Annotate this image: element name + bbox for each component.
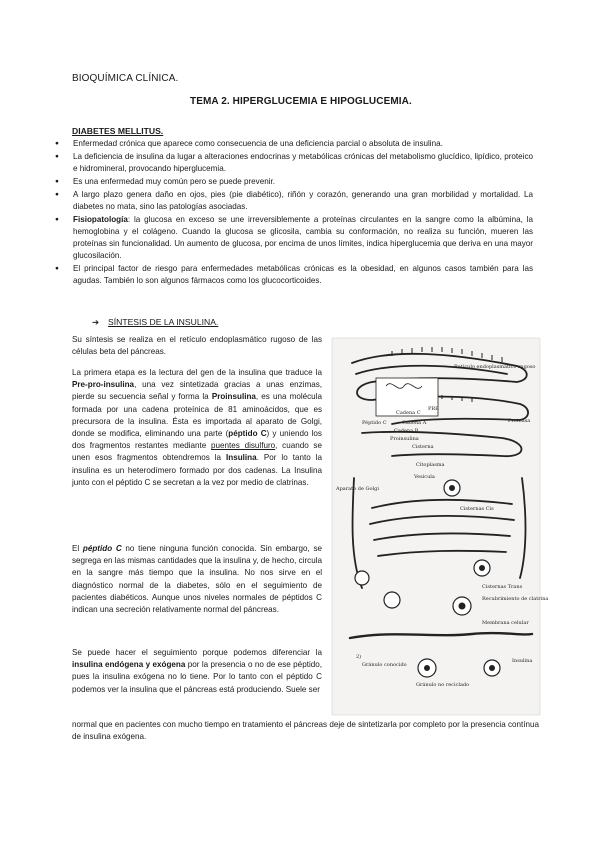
bullet-item: ● Enfermedad crónica que aparece como consecuencia de una deficiencia parcial o absoluta de insulina.: [55, 138, 533, 150]
page-title: TEMA 2. HIPERGLUCEMIA E HIPOGLUCEMIA.: [190, 96, 412, 107]
paragraph: Se puede hacer el seguimiento porque podemos diferenciar la insulina endógena y exógena por la presencia o no de ese péptido, pues la insulina exógena no lo tiene. Por lo tanto con el péptido C podemos ver la insulina que el páncreas está produciendo. Suele ser: [72, 648, 322, 694]
label-pre: PRE: [428, 406, 439, 412]
label-granulo-conocido: Gránulo conocido: [362, 662, 407, 668]
bullet-item: ● La deficiencia de insulina da lugar a alteraciones endocrinas y metabólicas crónicas del metabolismo glucídico, lipídico, proteico e hidromineral, provocando hiperglucemia.: [55, 151, 533, 175]
section-title: DIABETES MELLITUS.: [72, 126, 164, 136]
arrow-icon: ➔: [92, 317, 100, 327]
paragraph: El péptido C no tiene ninguna función conocida. Sin embargo, se segrega en las mismas cantidades que la insulina y, de hecho, circula en la sangre más tiempo que la insulina. No nos sirve en el diagnóstico normal de la diabetes, sólo en el seguimiento de pacientes diabéticos. Aunque unos niveles normales de péptidos C indican una secreción relativamente normal del páncreas.: [72, 544, 322, 615]
label-peptido-c: Péptido C: [362, 420, 387, 426]
label-membrana: Membrana celular: [482, 620, 529, 626]
label-reticulo: Retículo endoplasmático rugoso: [454, 364, 536, 370]
label-cisternas-cis: Cisternas Cis: [460, 506, 494, 512]
subsection-label: SÍNTESIS DE LA INSULINA.: [108, 317, 219, 327]
paragraph: La primera etapa es la lectura del gen de la insulina que traduce la Pre-pro-insulina, una vez sintetizada gracias a unas enzimas, pierde su secuencia señal y forma la Proinsulina, es una molécula formada por una cadena proteínica de 81 aminoácidos, que es precursora de la insulina. Ésta es importada al aparato de Golgi, donde se modifica, eliminando una parte (péptido C) y uniendo los dos fragmentos restantes mediante puentes disulfuro, cuando se unen esos fragmentos obtendremos la Insulina. Por lo tanto la insulina es un heterodímero formado por dos cadenas. La Insulina junto con el péptido C se secretan a la vez por medio de clatrinas.: [72, 368, 322, 487]
document-header: BIOQUÍMICA CLÍNICA.: [72, 73, 179, 84]
label-proteasa: Proteasa: [508, 418, 531, 424]
label-cisternas-trans: Cisternas Trans: [482, 584, 523, 590]
label-vesicula: Vesícula: [414, 474, 435, 480]
label-insulina: Insulina: [512, 658, 533, 664]
bullet-item: ● A largo plazo genera daño en ojos, pies (pie diabético), riñón y corazón, generando una gran morbilidad y mortalidad. La diabetes no mata, sino las patologías asociadas.: [55, 189, 533, 213]
label-cadena-a: Cadena A: [402, 420, 427, 426]
label-marker-2: 2): [356, 654, 362, 660]
label-recubrimiento: Recubrimiento de clatrina: [482, 596, 549, 602]
bullet-item: ● Fisiopatología: la glucosa en exceso se une irreversiblemente a proteínas circulantes en la sangre como la albúmina, la hemoglobina y el colágeno. Cuando la glucosa se glicosila, cambia su conformación, no realiza su función, mueren las proteínas sin funcionalidad. Un aumento de glucosa, por encima de unos límites, indica hiperglucemia que deriva en una mayor glucosilación.: [55, 214, 533, 263]
label-granulo-reciclado: Gránulo no reciclado: [416, 682, 470, 688]
label-aparato-golgi: Aparato de Golgi: [336, 486, 379, 492]
bullet-list: [55, 138, 533, 288]
subsection-title: [92, 317, 218, 328]
label-cadena-c: Cadena C: [396, 410, 421, 416]
insulin-synthesis-figure: [332, 338, 549, 715]
bullet-item: ● El principal factor de riesgo para enfermedades metabólicas crónicas es la obesidad, en algunos casos también para las agudas. También lo son algunos fármacos como los glucocorticoides.: [55, 263, 533, 287]
paragraph: Su síntesis se realiza en el retículo endoplasmático rugoso de las células beta del páncreas.: [72, 335, 322, 357]
label-cadena-b: Cadena B: [394, 428, 419, 434]
label-citoplasma: Citoplasma: [416, 462, 445, 468]
label-proinsulina: Proinsulina: [390, 436, 419, 442]
label-cisterna: Cisterna: [412, 444, 434, 450]
paragraph-continuation: normal que en pacientes con mucho tiempo en tratamiento el páncreas deje de sintetizarla por completo por la presencia contínua de insulina exógena.: [72, 720, 540, 742]
bullet-item: ● Es una enfermedad muy común pero se puede prevenir.: [55, 176, 533, 188]
insulin-synthesis-diagram: [332, 338, 549, 715]
